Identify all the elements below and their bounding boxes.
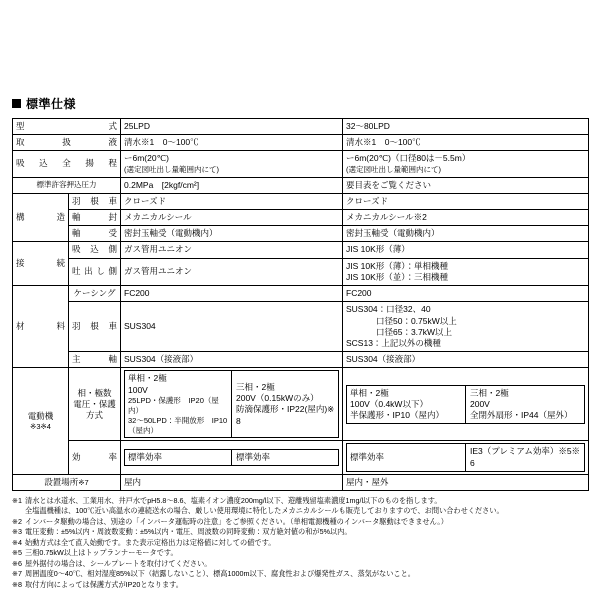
connection-b-line2: JIS 10K形（薄）：単相機種 xyxy=(346,260,449,271)
cell-discharge-side-25lpd: ガス管用ユニオン xyxy=(121,258,343,285)
cell-connection-b-lines xyxy=(343,258,589,285)
motor-a2-protection: 防滴保護形・IP22(屋内)※8 xyxy=(236,404,335,426)
table-row xyxy=(13,242,589,258)
suction-head-note-b: (選定図吐出し量範囲内にて) xyxy=(346,164,441,174)
efficiency-a1: 標準効率 xyxy=(125,450,232,466)
cell-model-32-80lpd: 32～80LPD xyxy=(343,119,589,135)
suction-head-note-a: (選定図吐出し量範囲内にて) xyxy=(124,164,219,174)
efficiency-inner-table-a xyxy=(124,449,339,466)
sublabel-casing: ケーシング xyxy=(69,286,121,302)
motor-a2-phase: 三相・2極 xyxy=(236,381,275,392)
section-title xyxy=(12,95,588,112)
note-number: ※7 xyxy=(12,569,23,579)
efficiency-inner-table-b xyxy=(346,443,585,471)
cell-shaft-seal-25lpd: メカニカルシール xyxy=(121,209,343,225)
sublabel-motor-phase-voltage xyxy=(69,368,121,441)
row-label-motor xyxy=(13,368,69,474)
row-label-material: 材料 xyxy=(13,286,69,368)
installation-label-note: ※7 xyxy=(78,477,89,487)
note-item xyxy=(12,569,588,579)
cell-casing-25lpd: FC200 xyxy=(121,286,343,302)
table-row xyxy=(13,193,589,209)
suction-head-value-b: ー6m(20℃)（口径80は－5.5m） xyxy=(346,153,471,164)
note-number: ※3 xyxy=(12,527,23,537)
cell-motor-32-80lpd xyxy=(343,368,589,441)
motor-label-note: ※3※4 xyxy=(30,421,51,431)
note-item xyxy=(12,538,588,548)
table-row xyxy=(13,302,589,352)
table-row xyxy=(13,177,589,193)
efficiency-inner-row xyxy=(347,444,585,471)
note-item xyxy=(12,527,588,537)
cell-bearing-32-80lpd: 密封玉軸受（電動機内） xyxy=(343,226,589,242)
note-number: ※4 xyxy=(12,537,23,547)
material-b-line3: 口径65：3.7kW以上 xyxy=(376,326,453,337)
note-number: ※2 xyxy=(12,516,23,526)
note-text: 電圧変動：±5%以内・周波数変動：±5%以内・電圧、周波数の同時変動：双方絶対値の和が5%以内。 xyxy=(25,527,352,537)
note-text: 清水とは水道水、工業用水、井戸水でpH5.8～8.6、塩素イオン濃度200mg/l以下、遊離残留塩素濃度1mg/l以下のものを指します。 xyxy=(25,496,442,506)
note-item xyxy=(12,559,588,569)
motor-a2-voltage: 200V（0.15kWのみ） xyxy=(236,393,319,404)
sublabel-shaft-seal: 軸封 xyxy=(69,209,121,225)
notes-list xyxy=(12,496,588,590)
table-row xyxy=(13,209,589,225)
cell-impeller-material-32-80lpd xyxy=(343,302,589,352)
cell-installation-25lpd: 屋内 xyxy=(121,474,343,490)
motor-b1 xyxy=(347,385,466,424)
row-label-installation xyxy=(13,474,121,490)
sublabel-bearing: 軸受 xyxy=(69,226,121,242)
note-number: ※1 xyxy=(12,496,23,506)
note-item xyxy=(12,580,588,590)
cell-bearing-25lpd: 密封玉軸受（電動機内） xyxy=(121,226,343,242)
row-label-liquid: 取扱液 xyxy=(13,135,121,151)
table-row xyxy=(13,368,589,441)
motor-a2 xyxy=(232,371,339,438)
note-number: ※6 xyxy=(12,558,23,568)
cell-impeller-material-25lpd: SUS304 xyxy=(121,302,343,352)
material-b-line2: 口径50：0.75kW以上 xyxy=(376,315,457,326)
motor-b1-phase: 単相・2極 xyxy=(350,387,389,398)
note-number: ※5 xyxy=(12,548,23,558)
motor-a1-phase: 単相・2極 xyxy=(128,373,167,384)
cell-suction-head-32-80lpd xyxy=(343,151,589,177)
table-row xyxy=(13,441,589,474)
motor-b1-protection: 半保護形・IP10（屋内） xyxy=(350,410,444,420)
table-row xyxy=(13,286,589,302)
note-text: インバータ駆動の場合は、別途の「インバータ運転時の注意」をご参照ください。（単相電源機種のインバータ駆動はできません。） xyxy=(25,516,448,526)
cell-liquid-32-80lpd: 清水※1 0～100℃ xyxy=(343,135,589,151)
motor-b1-voltage: 100V（0.4kW以下） xyxy=(350,398,428,409)
note-continuation: 全塩温機種は、100℃近い高温水の連続送水の場合、厳しい使用環境に特化したメカニカルシールも販売しておりますので、お問い合わせください。 xyxy=(25,506,504,516)
cell-liquid-25lpd: 清水※1 0～100℃ xyxy=(121,135,343,151)
motor-label-text: 電動機 xyxy=(27,410,54,421)
note-item xyxy=(12,548,588,558)
cell-installation-32-80lpd: 屋内・屋外 xyxy=(343,474,589,490)
sublabel-suction-side: 吸込側 xyxy=(69,242,121,258)
sublabel-discharge-side: 吐出し側 xyxy=(69,258,121,285)
motor-sub-phase: 相・極数 xyxy=(77,387,112,398)
motor-b2 xyxy=(466,385,585,424)
title-marker-icon xyxy=(12,99,21,108)
efficiency-inner-row xyxy=(125,450,339,466)
row-label-connection: 接続 xyxy=(13,242,69,286)
motor-a1-voltage: 100V xyxy=(128,384,148,395)
note-item xyxy=(12,517,588,527)
sublabel-main-shaft: 主軸 xyxy=(69,352,121,368)
material-b-line4: SCS13：上記以外の機種 xyxy=(346,337,441,348)
motor-inner-table-a xyxy=(124,370,339,438)
cell-connection-b-line1: JIS 10K形（薄） xyxy=(343,242,589,258)
note-text: 三相0.75kW以上はトップランナーモータです。 xyxy=(25,548,178,558)
table-row xyxy=(13,352,589,368)
cell-suction-side-25lpd: ガス管用ユニオン xyxy=(121,242,343,258)
motor-inner-row xyxy=(347,385,585,424)
table-row xyxy=(13,258,589,285)
cell-main-shaft-25lpd: SUS304（接液部） xyxy=(121,352,343,368)
installation-label-text: 設置場所 xyxy=(44,476,79,487)
efficiency-a2: 標準効率 xyxy=(232,450,339,466)
motor-b2-voltage: 200V xyxy=(470,398,490,409)
suction-head-value-a: ー6m(20℃) xyxy=(124,153,169,164)
cell-impeller-25lpd: クローズド xyxy=(121,193,343,209)
table-row xyxy=(13,226,589,242)
specification-table xyxy=(12,118,589,491)
note-text: 屋外据付の場合は、シールプレートを取付けてください。 xyxy=(25,558,212,568)
row-label-suction-head: 吸込全揚程 xyxy=(13,151,121,177)
table-row xyxy=(13,151,589,177)
connection-b-line3: JIS 10K形（並）：三相機種 xyxy=(346,271,449,282)
cell-main-shaft-32-80lpd: SUS304（接液部） xyxy=(343,352,589,368)
efficiency-b2: IE3（プレミアム効率）※5※6 xyxy=(466,444,585,471)
note-number: ※8 xyxy=(12,579,23,589)
row-label-structure: 構造 xyxy=(13,193,69,242)
cell-shaft-seal-32-80lpd: メカニカルシール※2 xyxy=(343,209,589,225)
cell-impeller-32-80lpd: クローズド xyxy=(343,193,589,209)
motor-a1 xyxy=(125,371,232,438)
cell-efficiency-32-80lpd xyxy=(343,441,589,474)
efficiency-b1: 標準効率 xyxy=(347,444,466,471)
motor-a1-protection1: 25LPD・保護形 IP20（屋内） xyxy=(128,395,219,415)
section-title-text: 標準仕様 xyxy=(26,97,77,111)
sublabel-impeller: 羽根車 xyxy=(69,193,121,209)
row-label-model: 型 式 xyxy=(13,119,121,135)
cell-suction-head-25lpd xyxy=(121,151,343,177)
cell-allowable-pressure-25lpd: 0.2MPa [2kgf/cm²] xyxy=(121,177,343,193)
cell-efficiency-25lpd xyxy=(121,441,343,474)
motor-sub-voltage: 電圧・保護方式 xyxy=(73,398,116,420)
note-item xyxy=(12,496,588,506)
motor-b2-protection: 全閉外扇形・IP44（屋外） xyxy=(470,410,573,420)
cell-model-25lpd: 25LPD xyxy=(121,119,343,135)
table-row xyxy=(13,135,589,151)
cell-casing-32-80lpd: FC200 xyxy=(343,286,589,302)
note-text: 取付方向によっては保護方式がIP20となります。 xyxy=(25,579,183,589)
material-b-line1: SUS304：口径32、40 xyxy=(346,304,431,315)
row-label-allowable-pressure: 標準許容押込圧力 xyxy=(13,177,121,193)
table-row xyxy=(13,119,589,135)
motor-b2-phase: 三相・2極 xyxy=(470,387,509,398)
table-row xyxy=(13,474,589,490)
motor-inner-row xyxy=(125,371,339,438)
sublabel-efficiency: 効率 xyxy=(69,441,121,474)
cell-allowable-pressure-32-80lpd: 要目表をご覧ください xyxy=(343,177,589,193)
motor-a1-protection2: 32～50LPD：半開放形 IP10（屋内） xyxy=(128,415,228,435)
cell-motor-25lpd xyxy=(121,368,343,441)
note-text: 周囲温度0～40℃、相対湿度85%以下（結露しないこと）、標高1000m以下、腐食性および爆発性ガス、蒸気がないこと。 xyxy=(25,569,415,579)
sublabel-impeller-material: 羽根車 xyxy=(69,302,121,352)
note-text: 始動方式は全て直入始動です。また表示定格出力は定格値に対しての値です。 xyxy=(25,537,276,547)
motor-inner-table-b xyxy=(346,385,585,425)
